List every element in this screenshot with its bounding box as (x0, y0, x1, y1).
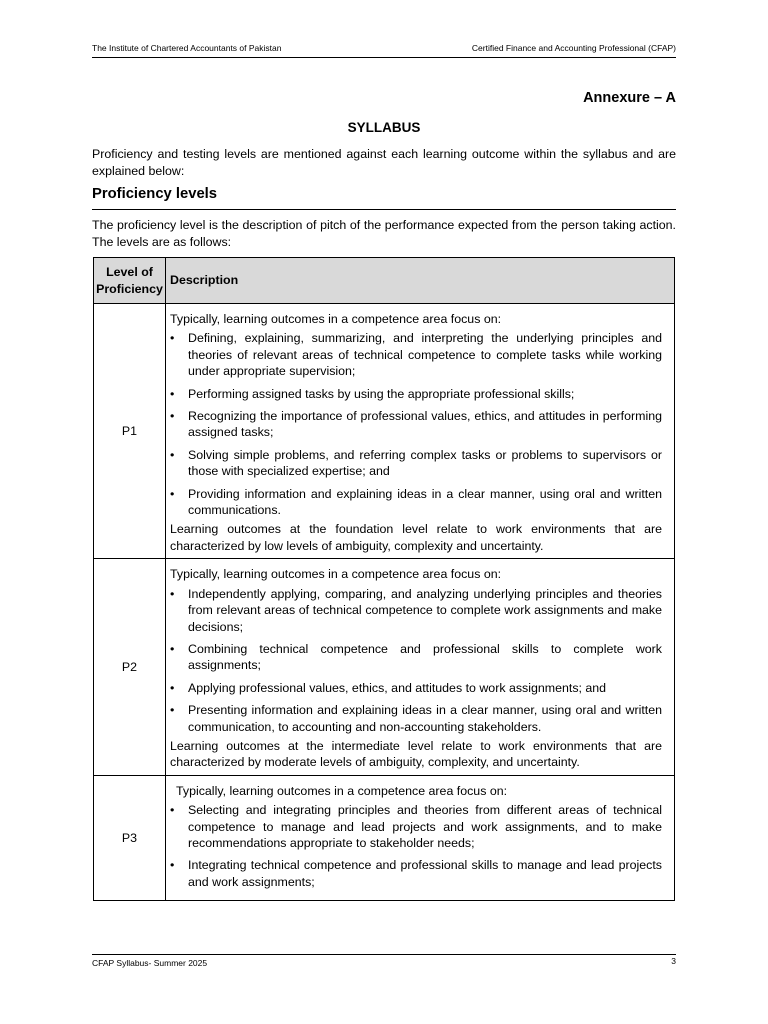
list-item (170, 330, 662, 379)
bullet-text: Independently applying, comparing, and analyzing underlying principles and theories from relevant areas of technical competence to complete work assignments and make decisions; (188, 586, 662, 634)
table-row (94, 775, 675, 900)
header-level: Level of Proficiency (94, 258, 166, 304)
bullet-list (170, 330, 662, 518)
page-footer (92, 954, 676, 969)
intro-paragraph: Proficiency and testing levels are mentioned against each learning outcome within the syllabus and are explained below: (92, 147, 676, 178)
table-row (94, 559, 675, 775)
syllabus-title: SYLLABUS (347, 120, 421, 135)
header-institute: The Institute of Chartered Accountants of Pakistan (92, 43, 282, 53)
bullet-text: Integrating technical competence and professional skills to manage and lead projects and work assignments; (188, 858, 662, 889)
footer-edition: CFAP Syllabus- Summer 2025 (92, 958, 208, 968)
annexure-label: Annexure – A (583, 90, 676, 106)
bullet-icon: • (170, 641, 175, 656)
list-item (170, 486, 662, 519)
bullet-icon: • (170, 703, 175, 718)
proficiency-table (93, 257, 675, 901)
list-item (170, 586, 662, 635)
table-row (94, 304, 675, 559)
bullet-icon: • (170, 386, 175, 401)
bullet-text: Presenting information and explaining ideas in a clear manner, using oral and written communication, to accounting and non-accounting stakeholders. (188, 703, 662, 734)
table-header-row (94, 258, 675, 304)
page-header (92, 43, 676, 58)
list-item (170, 702, 662, 735)
bullet-icon: • (170, 803, 175, 818)
bullet-text: Performing assigned tasks by using the appropriate professional skills; (188, 386, 575, 401)
bullet-list (170, 586, 662, 735)
bullet-text: Applying professional values, ethics, and attitudes to work assignments; and (188, 680, 607, 695)
bullet-icon: • (170, 586, 175, 601)
list-item (170, 802, 662, 851)
list-item (170, 408, 662, 441)
page-number: 3 (671, 956, 676, 966)
bullet-text: Defining, explaining, summarizing, and interpreting the underlying principles and theories of relevant areas of technical competence to complete tasks while working under appropriate supervision; (188, 331, 662, 379)
row-intro: Typically, learning outcomes in a competence area focus on: (170, 567, 502, 582)
bullet-text: Solving simple problems, and referring complex tasks or problems to supervisors or those with specialized expertise; and (188, 447, 662, 479)
list-item (170, 386, 662, 402)
bullet-text: Providing information and explaining ideas in a clear manner, using oral and written communications. (188, 486, 662, 518)
header-description: Description (166, 258, 675, 304)
row-closing: Learning outcomes at the intermediate level relate to work environments that are characterized by moderate levels of ambiguity, complexity, and uncertainty. (170, 738, 662, 770)
row-intro: Typically, learning outcomes in a competence area focus on: (170, 312, 502, 326)
row-closing: Learning outcomes at the foundation level relate to work environments that are characterized by low levels of ambiguity, complexity and uncertainty. (170, 522, 662, 553)
header-qualification: Certified Finance and Accounting Professional (CFAP) (471, 43, 676, 53)
list-item (170, 857, 662, 890)
bullet-list (170, 802, 662, 890)
description-cell (166, 559, 675, 775)
row-intro: Typically, learning outcomes in a competence area focus on: (176, 783, 508, 798)
description-cell (166, 304, 675, 559)
level-cell: P3 (94, 775, 166, 900)
bullet-icon: • (170, 680, 175, 695)
list-item (170, 447, 662, 480)
bullet-icon: • (170, 858, 175, 873)
bullet-text: Combining technical competence and professional skills to complete work assignments; (188, 641, 662, 673)
bullet-text: Recognizing the importance of professional values, ethics, and attitudes in performing assigned tasks; (188, 409, 662, 440)
bullet-text: Selecting and integrating principles and theories from different areas of technical competence to manage and lead projects and work assignments, and to make recommendations appropriate to stakeholder needs; (188, 803, 662, 850)
list-item (170, 641, 662, 674)
bullet-icon: • (170, 409, 175, 424)
level-cell: P2 (94, 559, 166, 775)
level-cell: P1 (94, 304, 166, 559)
bullet-icon: • (170, 447, 175, 462)
list-item (170, 680, 662, 696)
bullet-icon: • (170, 331, 175, 346)
section-heading: Proficiency levels (92, 186, 676, 210)
section-paragraph: The proficiency level is the description of pitch of the performance expected from the person taking action. The levels are as follows: (92, 218, 676, 249)
description-cell (166, 775, 675, 900)
bullet-icon: • (170, 486, 175, 501)
